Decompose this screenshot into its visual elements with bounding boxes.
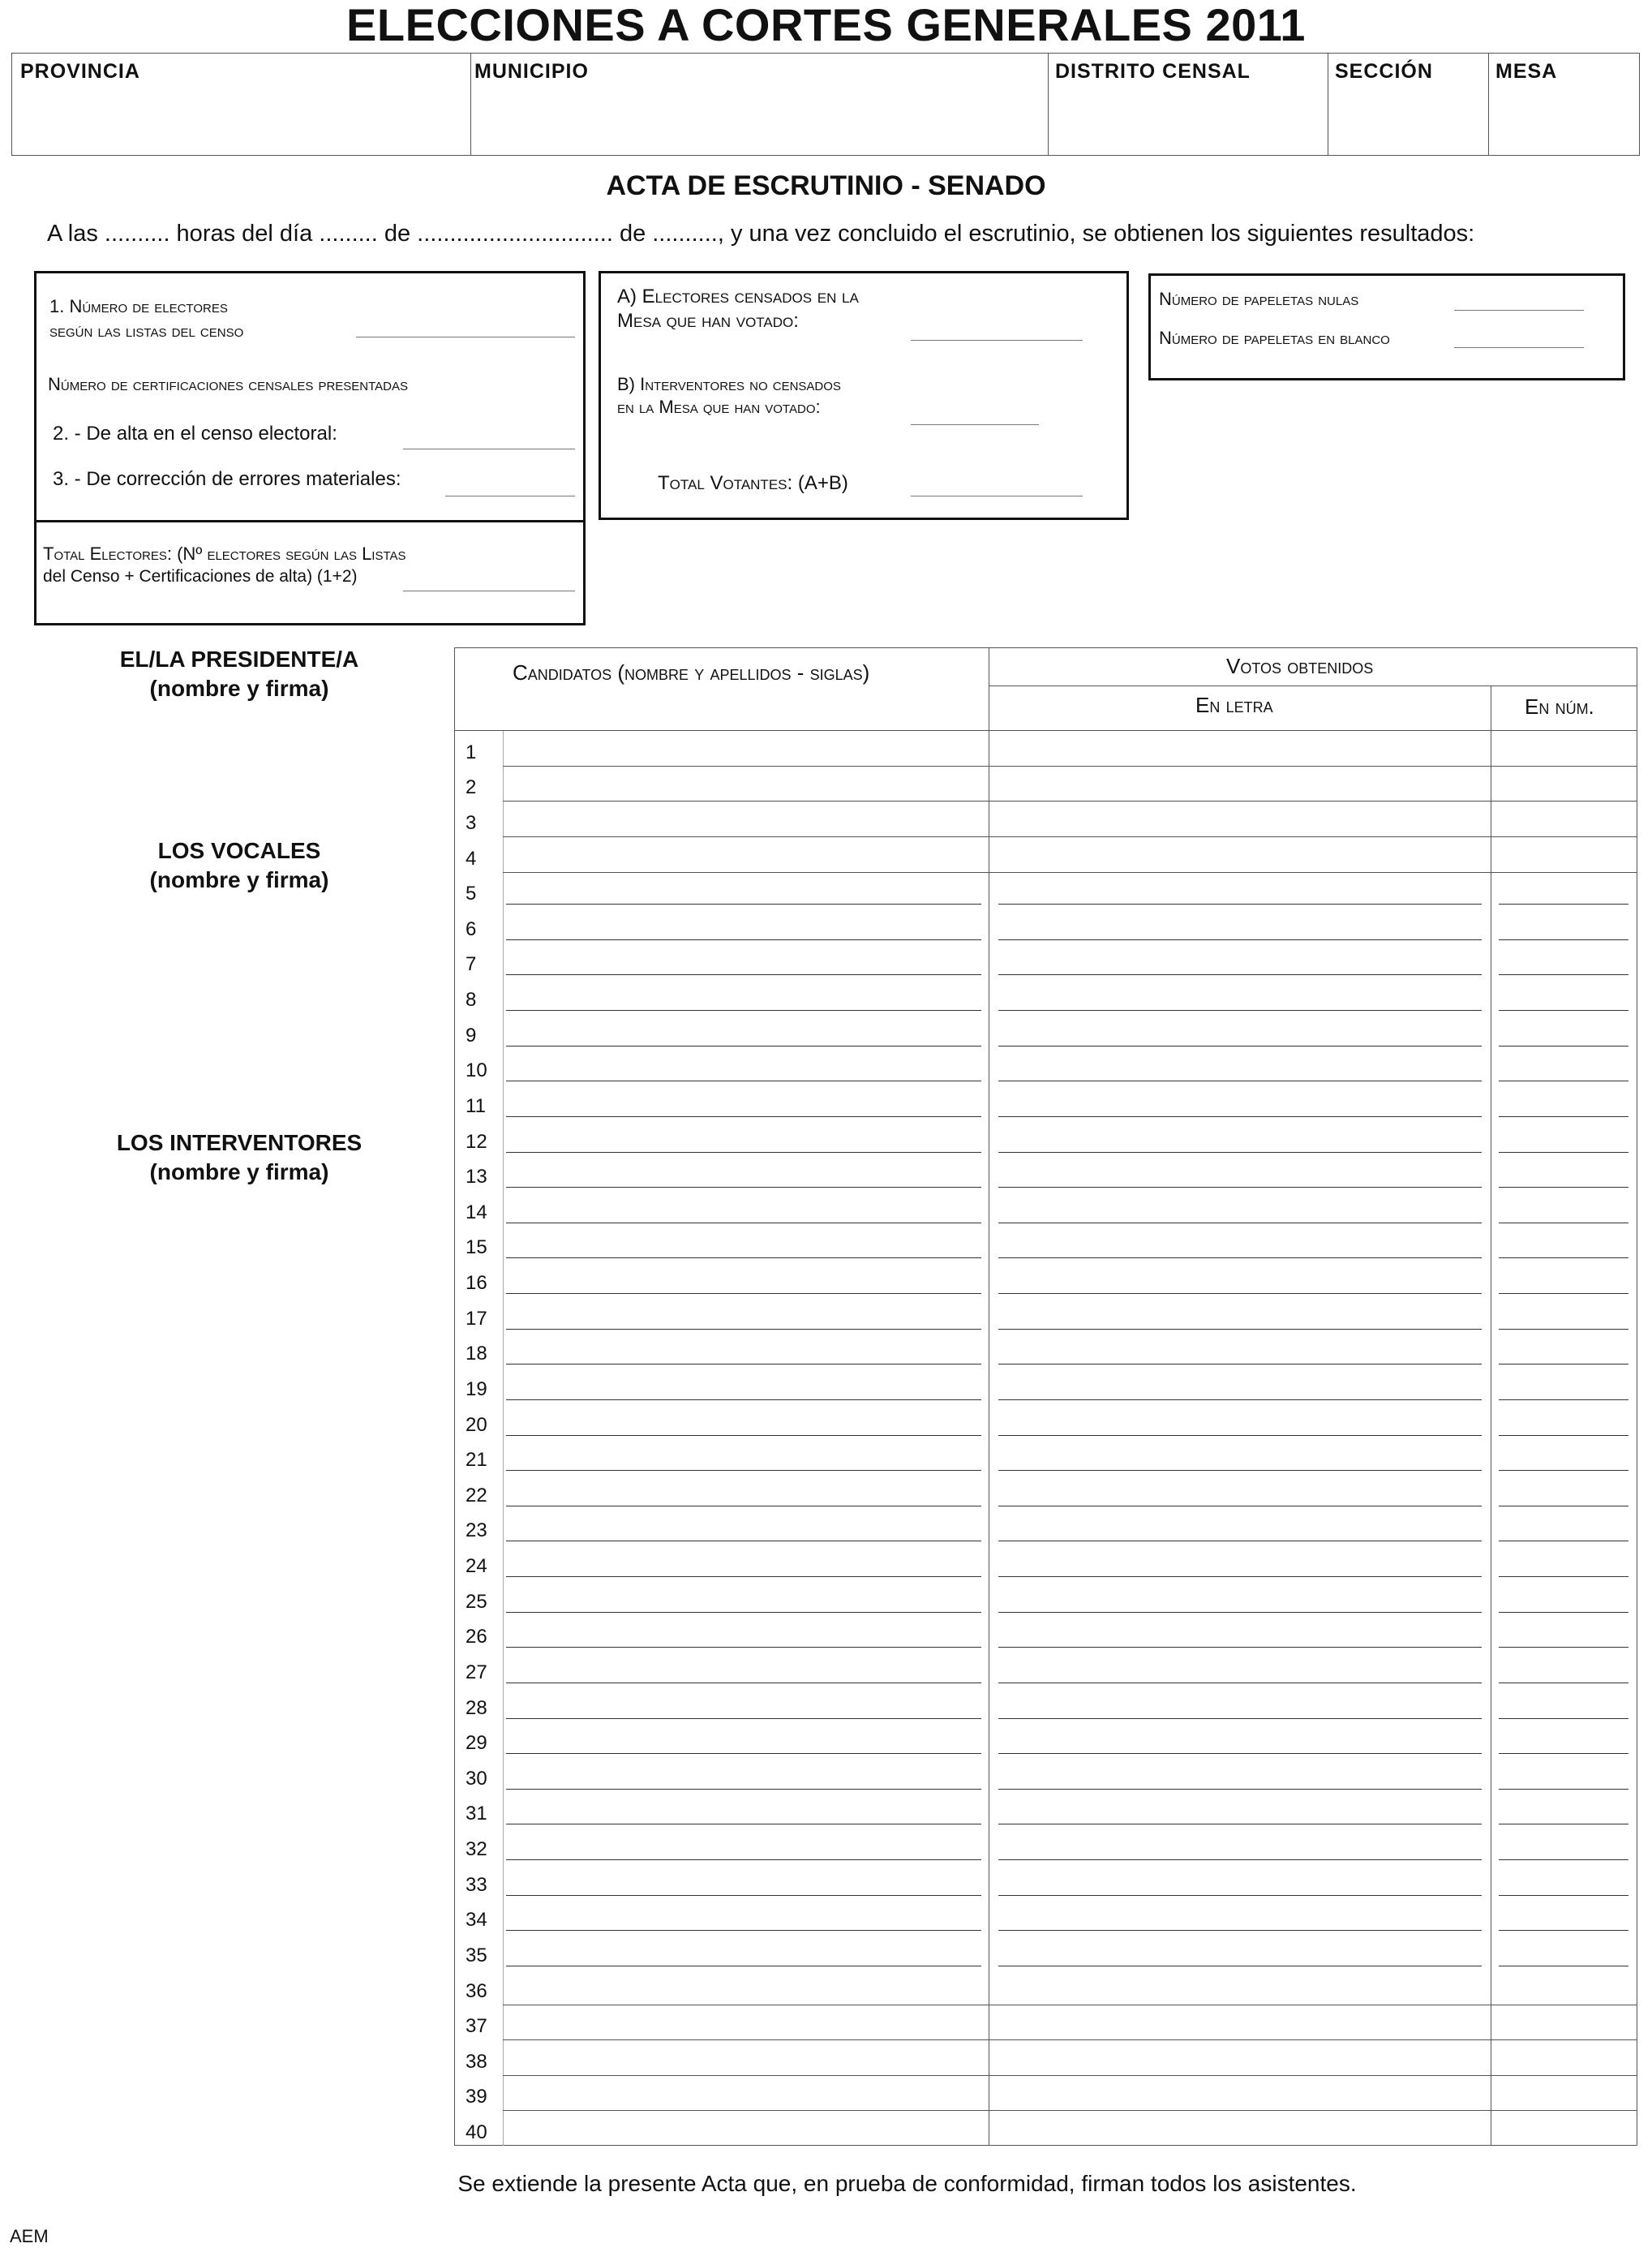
provincia-cell[interactable] <box>12 54 470 155</box>
votos-num-input-line[interactable] <box>1499 1895 1628 1896</box>
distrito-label: DISTRITO CENSAL <box>1055 60 1251 83</box>
intro-text: A las .......... horas del día ......... de .............................. de .........., y una vez concluido el escrutinio, se obtienen los siguientes resultados: <box>47 221 1475 247</box>
votos-header: Votos obtenidos <box>1226 654 1374 678</box>
votos-letra-input-line[interactable] <box>998 1789 1482 1790</box>
votos-header-divider <box>989 685 1637 686</box>
candidato-input-line[interactable] <box>506 1257 981 1258</box>
candidato-input-line[interactable] <box>506 1789 981 1790</box>
row-number: 31 <box>466 1803 487 1825</box>
row-number: 39 <box>466 2086 487 2108</box>
seccion-label: SECCIÓN <box>1335 60 1433 83</box>
votos-letra-input-line[interactable] <box>998 1010 1482 1011</box>
votos-num-input-line[interactable] <box>1499 1859 1628 1860</box>
votos-letra-input-line[interactable] <box>998 1116 1482 1117</box>
row-number: 38 <box>466 2050 487 2073</box>
papeletas-blanco-label: Número de papeletas en blanco <box>1159 328 1390 348</box>
row-number: 23 <box>466 1519 487 1542</box>
table-row-line <box>503 2075 1637 2076</box>
row-number: 8 <box>466 989 477 1011</box>
row-number: 20 <box>466 1413 487 1436</box>
votos-num-input-line[interactable] <box>1499 1399 1628 1400</box>
votos-num-input-line[interactable] <box>1499 1257 1628 1258</box>
presidente-label: EL/LA PRESIDENTE/A <box>119 647 359 672</box>
candidato-input-line[interactable] <box>506 1010 981 1011</box>
acta-subtitle: ACTA DE ESCRUTINIO - SENADO <box>606 170 1046 201</box>
mesa-cell[interactable] <box>1488 54 1639 155</box>
row-number: 24 <box>466 1555 487 1577</box>
row-number: 21 <box>466 1449 487 1472</box>
votos-num-input-line[interactable] <box>1499 1789 1628 1790</box>
candidato-input-line[interactable] <box>506 1647 981 1648</box>
votos-letra-input-line[interactable] <box>998 1859 1482 1860</box>
total-electores-box <box>34 520 586 625</box>
candidato-input-line[interactable] <box>506 1435 981 1436</box>
candidato-input-line[interactable] <box>506 1364 981 1365</box>
row-number: 25 <box>466 1590 487 1613</box>
row-number: 9 <box>466 1024 477 1046</box>
row-number: 7 <box>466 953 477 976</box>
row-number: 5 <box>466 883 477 905</box>
total-votantes-label: Total Votantes: (A+B) <box>658 472 848 494</box>
votos-letra-input-line[interactable] <box>998 1257 1482 1258</box>
votos-num-input-line[interactable] <box>1499 1612 1628 1613</box>
votos-num-input-line[interactable] <box>1499 1293 1628 1294</box>
row-number: 17 <box>466 1307 487 1330</box>
mesa-label: MESA <box>1495 60 1558 83</box>
votos-letra-input-line[interactable] <box>998 1576 1482 1577</box>
row-number: 13 <box>466 1166 487 1188</box>
votos-num-input-line[interactable] <box>1499 1647 1628 1648</box>
en-letra-header: En letra <box>1195 693 1273 717</box>
votos-num-input-line[interactable] <box>1499 1470 1628 1471</box>
votos-num-input-line[interactable] <box>1499 939 1628 940</box>
votantes-b-label-1: B) Interventores no censados <box>617 374 841 394</box>
interventores-sublabel: (nombre y firma) <box>149 1159 329 1184</box>
row-number: 35 <box>466 1944 487 1966</box>
row-number: 12 <box>466 1130 487 1153</box>
votantes-a-input-line[interactable] <box>911 340 1083 341</box>
page-title: ELECCIONES A CORTES GENERALES 2011 <box>346 0 1306 50</box>
votos-letra-input-line[interactable] <box>998 974 1482 975</box>
votos-num-input-line[interactable] <box>1499 1187 1628 1188</box>
votantes-box <box>599 271 1129 520</box>
candidato-input-line[interactable] <box>506 1576 981 1577</box>
votos-num-input-line[interactable] <box>1499 1152 1628 1153</box>
table-row-line <box>503 836 1637 837</box>
candidato-input-line[interactable] <box>506 1187 981 1188</box>
vocales-signature[interactable] <box>49 836 430 895</box>
votos-letra-input-line[interactable] <box>998 1293 1482 1294</box>
seccion-cell[interactable] <box>1328 54 1488 155</box>
votos-num-input-line[interactable] <box>1499 1753 1628 1754</box>
votantes-b-label-2: en la Mesa que han votado: <box>617 397 821 417</box>
votantes-a-label-1: A) Electores censados en la <box>617 286 859 307</box>
candidatos-header: Candidatos (nombre y apellidos - siglas) <box>513 660 870 685</box>
row-number: 33 <box>466 1873 487 1896</box>
certificaciones-label: Número de certificaciones censales presentadas <box>48 374 409 394</box>
row-number: 18 <box>466 1343 487 1365</box>
row-number: 15 <box>466 1236 487 1259</box>
row-number: 22 <box>466 1484 487 1506</box>
votos-num-input-line[interactable] <box>1499 974 1628 975</box>
candidato-input-line[interactable] <box>506 1753 981 1754</box>
table-row-line <box>503 872 1637 873</box>
row-number: 3 <box>466 811 477 834</box>
form-code: AEM <box>10 2226 49 2246</box>
votos-num-input-line[interactable] <box>1499 1930 1628 1931</box>
row-number: 36 <box>466 1979 487 2002</box>
papeletas-blanco-input-line[interactable] <box>1454 347 1584 348</box>
votos-letra-input-line[interactable] <box>998 1718 1482 1719</box>
papeletas-box <box>1148 273 1625 380</box>
candidato-input-line[interactable] <box>506 1116 981 1117</box>
row-number: 14 <box>466 1201 487 1223</box>
votos-letra-input-line[interactable] <box>998 1930 1482 1931</box>
row-number: 40 <box>466 2121 487 2143</box>
row-number: 29 <box>466 1732 487 1755</box>
votos-letra-input-line[interactable] <box>998 1364 1482 1365</box>
distrito-cell[interactable] <box>1048 54 1328 155</box>
votos-letra-input-line[interactable] <box>998 1152 1482 1153</box>
table-row-line <box>503 801 1637 802</box>
vocales-label: LOS VOCALES <box>157 838 321 863</box>
votantes-b-input-line[interactable] <box>911 424 1039 425</box>
votos-num-input-line[interactable] <box>1499 1435 1628 1436</box>
votos-letra-input-line[interactable] <box>998 1329 1482 1330</box>
votos-letra-input-line[interactable] <box>998 1435 1482 1436</box>
row-number: 11 <box>466 1094 486 1117</box>
papeletas-nulas-input-line[interactable] <box>1454 310 1584 311</box>
candidato-input-line[interactable] <box>506 1859 981 1860</box>
candidato-input-line[interactable] <box>506 1930 981 1931</box>
row-number: 30 <box>466 1767 487 1790</box>
vocales-sublabel: (nombre y firma) <box>149 867 329 892</box>
provincia-label: PROVINCIA <box>20 60 140 83</box>
presidente-signature[interactable] <box>49 645 430 703</box>
candidato-input-line[interactable] <box>506 1470 981 1471</box>
votos-letra-input-line[interactable] <box>998 1187 1482 1188</box>
footer-text: Se extiende la presente Acta que, en prueba de conformidad, firman todos los asistentes. <box>457 2171 1357 2196</box>
total-electores-label-1: Total Electores: (Nº electores según las Listas <box>43 544 406 564</box>
candidato-input-line[interactable] <box>506 1895 981 1896</box>
votos-letra-input-line[interactable] <box>998 1399 1482 1400</box>
candidato-input-line[interactable] <box>506 974 981 975</box>
votos-letra-input-line[interactable] <box>998 1612 1482 1613</box>
municipio-cell[interactable] <box>470 54 1048 155</box>
row-number: 37 <box>466 2015 487 2038</box>
presidente-sublabel: (nombre y firma) <box>149 676 329 701</box>
votos-letra-input-line[interactable] <box>998 904 1482 905</box>
papeletas-nulas-label: Número de papeletas nulas <box>1159 289 1359 309</box>
row-number: 2 <box>466 776 477 799</box>
candidato-input-line[interactable] <box>506 1718 981 1719</box>
row-number: 4 <box>466 847 477 870</box>
votos-num-input-line[interactable] <box>1499 904 1628 905</box>
row-number: 6 <box>466 918 477 940</box>
candidato-input-line[interactable] <box>506 1612 981 1613</box>
candidato-input-line[interactable] <box>506 1329 981 1330</box>
candidato-input-line[interactable] <box>506 1399 981 1400</box>
candidato-input-line[interactable] <box>506 1152 981 1153</box>
votos-num-input-line[interactable] <box>1499 1116 1628 1117</box>
correccion-label: 3. - De corrección de errores materiales: <box>53 468 401 490</box>
votos-letra-input-line[interactable] <box>998 1470 1482 1471</box>
candidato-input-line[interactable] <box>506 939 981 940</box>
alta-label: 2. - De alta en el censo electoral: <box>53 423 337 445</box>
electores-box <box>34 271 586 522</box>
interventores-signature[interactable] <box>49 1128 430 1187</box>
candidato-input-line[interactable] <box>506 904 981 905</box>
row-number: 26 <box>466 1626 487 1648</box>
header-box <box>11 53 1640 156</box>
votos-num-input-line[interactable] <box>1499 1364 1628 1365</box>
row-number: 28 <box>466 1696 487 1719</box>
votos-num-input-line[interactable] <box>1499 1576 1628 1577</box>
table-header-bottom <box>454 730 1637 731</box>
en-num-header: En núm. <box>1525 694 1594 719</box>
row-number: 16 <box>466 1272 487 1294</box>
votos-letra-input-line[interactable] <box>998 939 1482 940</box>
electores-label-1: 1. Número de electores <box>49 296 228 316</box>
votos-num-input-line[interactable] <box>1499 1010 1628 1011</box>
table-row-line <box>503 766 1637 767</box>
table-row-line <box>503 2110 1637 2111</box>
row-number: 34 <box>466 1909 487 1932</box>
row-number: 32 <box>466 1838 487 1860</box>
table-row-line <box>503 2039 1637 2040</box>
row-number: 1 <box>466 741 477 763</box>
total-electores-label-2: del Censo + Certificaciones de alta) (1+2) <box>43 567 358 586</box>
row-number: 27 <box>466 1661 487 1683</box>
row-number: 19 <box>466 1377 487 1400</box>
votos-num-input-line[interactable] <box>1499 1718 1628 1719</box>
electores-label-2: según las listas del censo <box>49 320 244 341</box>
votantes-a-label-2: Mesa que han votado: <box>617 310 799 332</box>
municipio-label: MUNICIPIO <box>474 60 589 83</box>
interventores-label: LOS INTERVENTORES <box>116 1130 363 1155</box>
votos-letra-input-line[interactable] <box>998 1895 1482 1896</box>
votos-num-input-line[interactable] <box>1499 1329 1628 1330</box>
row-number: 10 <box>466 1059 487 1082</box>
table-divider-numcol <box>503 730 504 2146</box>
candidato-input-line[interactable] <box>506 1293 981 1294</box>
votos-letra-input-line[interactable] <box>998 1753 1482 1754</box>
votos-letra-input-line[interactable] <box>998 1647 1482 1648</box>
